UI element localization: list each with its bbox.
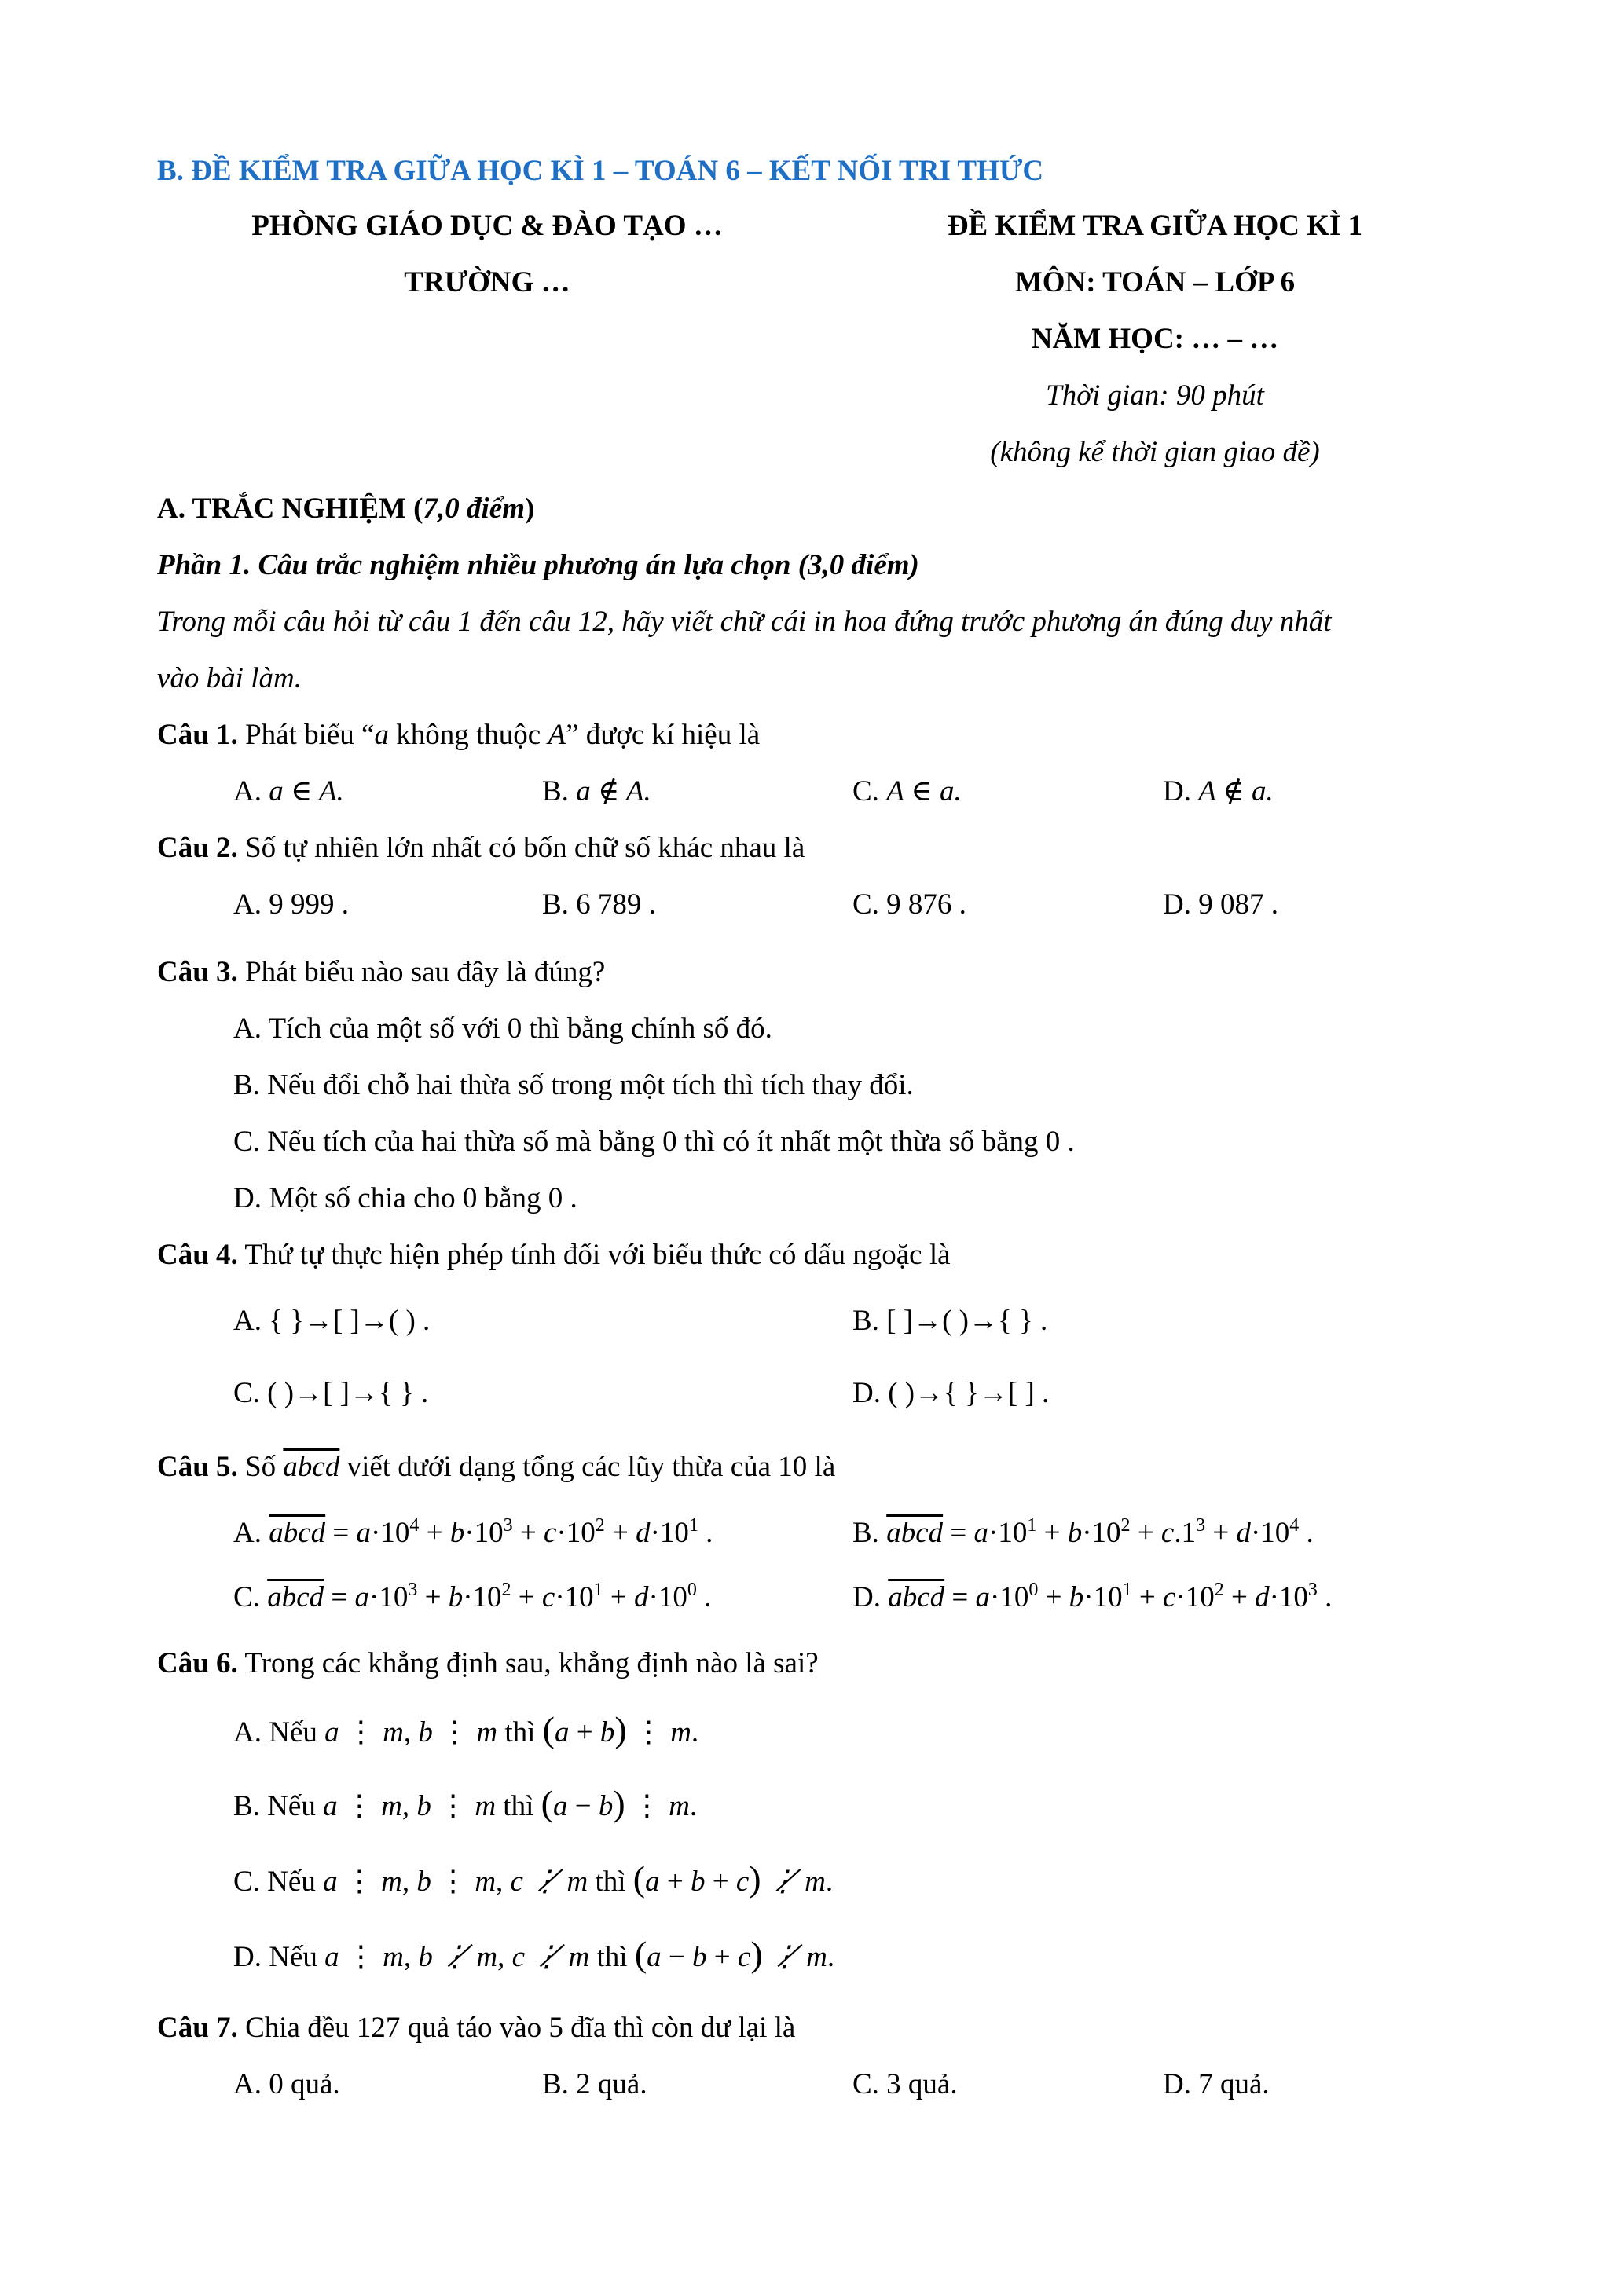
question-6: Câu 6. Trong các khẳng định sau, khẳng định nào là sai? xyxy=(157,1647,819,1679)
part-1-heading: Phần 1. Câu trắc nghiệm nhiều phương án lựa chọn (3,0 điểm) xyxy=(157,549,919,581)
instruction-line-2: vào bài làm. xyxy=(157,662,302,694)
header-note: (không kể thời gian giao đề) xyxy=(990,436,1320,468)
question-2: Câu 2. Số tự nhiên lớn nhất có bốn chữ số khác nhau là xyxy=(157,832,805,864)
q4-option-b: B. [ ]→( )→{ } . xyxy=(852,1305,1048,1337)
q6-option-a: A. Nếu a ⋮ m, b ⋮ m thì (a + b) ⋮ m. xyxy=(233,1709,699,1749)
header-exam-title: ĐỀ KIỂM TRA GIỮA HỌC KÌ 1 xyxy=(947,210,1363,242)
q1-option-c: C. A ∈ a. xyxy=(852,775,962,807)
q1-option-a: A. a ∈ A. xyxy=(233,775,344,807)
q6-option-b: B. Nếu a ⋮ m, b ⋮ m thì (a − b) ⋮ m. xyxy=(233,1783,698,1823)
q2-option-d: D. 9 087 . xyxy=(1163,888,1278,921)
question-1: Câu 1. Phát biểu “a không thuộc A” được kí hiệu là xyxy=(157,719,761,751)
header-school-year: NĂM HỌC: … – … xyxy=(1031,323,1279,355)
q2-option-a: A. 9 999 . xyxy=(233,888,349,921)
q3-option-b: B. Nếu đổi chỗ hai thừa số trong một tích thì tích thay đổi. xyxy=(233,1069,914,1101)
section-title: B. ĐỀ KIỂM TRA GIỮA HỌC KÌ 1 – TOÁN 6 – KẾT NỐI TRI THỨC xyxy=(157,155,1044,187)
q5-option-c: C. abcd = $a\cdot 10^3 + b\cdot 10^2 + c\cdot 10^1 + d\cdot 10^0$ . xyxy=(233,1580,712,1613)
q5-option-a: A. abcd = $a\cdot 10^4 + b\cdot 10^3 + c\cdot 10^2 + d\cdot 10^1$ . xyxy=(233,1515,713,1549)
question-7: Câu 7. Chia đều 127 quả táo vào 5 đĩa thì còn dư lại là xyxy=(157,2012,796,2044)
part-a-heading: A. TRẮC NGHIỆM (7,0 điểm) xyxy=(157,493,535,525)
header-school: TRƯỜNG … xyxy=(404,266,570,298)
instruction-line-1: Trong mỗi câu hỏi từ câu 1 đến câu 12, hãy viết chữ cái in hoa đứng trước phương án đúng duy nhất xyxy=(157,606,1332,638)
q3-option-c: C. Nếu tích của hai thừa số mà bằng 0 thì có ít nhất một thừa số bằng 0 . xyxy=(233,1126,1075,1158)
q5-option-d: D. abcd = $a\cdot 10^0 + b\cdot 10^1 + c\cdot 10^2 + d\cdot 10^3$ . xyxy=(852,1580,1333,1613)
q6-option-c: C. Nếu a ⋮ m, b ⋮ m, c ⋮̸ m thì (a + b + c) ⋮̸ m. xyxy=(233,1858,834,1899)
header-subject: MÔN: TOÁN – LỚP 6 xyxy=(1014,266,1296,298)
q7-option-c: C. 3 quả. xyxy=(852,2068,958,2100)
q2-option-b: B. 6 789 . xyxy=(542,888,656,921)
q2-option-c: C. 9 876 . xyxy=(852,888,966,921)
q3-option-d: D. Một số chia cho 0 bằng 0 . xyxy=(233,1182,577,1214)
q6-option-d: D. Nếu a ⋮ m, b ⋮̸ m, c ⋮̸ m thì (a − b + c) ⋮̸ m. xyxy=(233,1934,835,1974)
q7-option-d: D. 7 quả. xyxy=(1163,2068,1270,2100)
q3-option-a: A. Tích của một số với 0 thì bằng chính số đó. xyxy=(233,1013,772,1045)
header-department: PHÒNG GIÁO DỤC & ĐÀO TẠO … xyxy=(251,210,723,242)
q7-option-a: A. 0 quả. xyxy=(233,2068,340,2100)
q5-option-b: B. abcd = $a\cdot 10^1 + b\cdot 10^2 + c.1^3 + d\cdot 10^4$ . xyxy=(852,1515,1314,1549)
q4-option-d: D. ( )→{ }→[ ] . xyxy=(852,1377,1050,1409)
q4-option-a: A. { }→[ ]→( ) . xyxy=(233,1305,431,1337)
q4-option-c: C. ( )→[ ]→{ } . xyxy=(233,1377,429,1409)
question-3: Câu 3. Phát biểu nào sau đây là đúng? xyxy=(157,956,606,988)
header-duration: Thời gian: 90 phút xyxy=(1046,379,1264,412)
question-4: Câu 4. Thứ tự thực hiện phép tính đối với biểu thức có dấu ngoặc là xyxy=(157,1239,951,1271)
q1-option-d: D. A ∉ a. xyxy=(1163,775,1274,807)
question-5: Câu 5. Số abcd viết dưới dạng tổng các lũy thừa của 10 là xyxy=(157,1451,836,1483)
q7-option-b: B. 2 quả. xyxy=(542,2068,647,2100)
q1-option-b: B. a ∉ A. xyxy=(542,775,651,807)
